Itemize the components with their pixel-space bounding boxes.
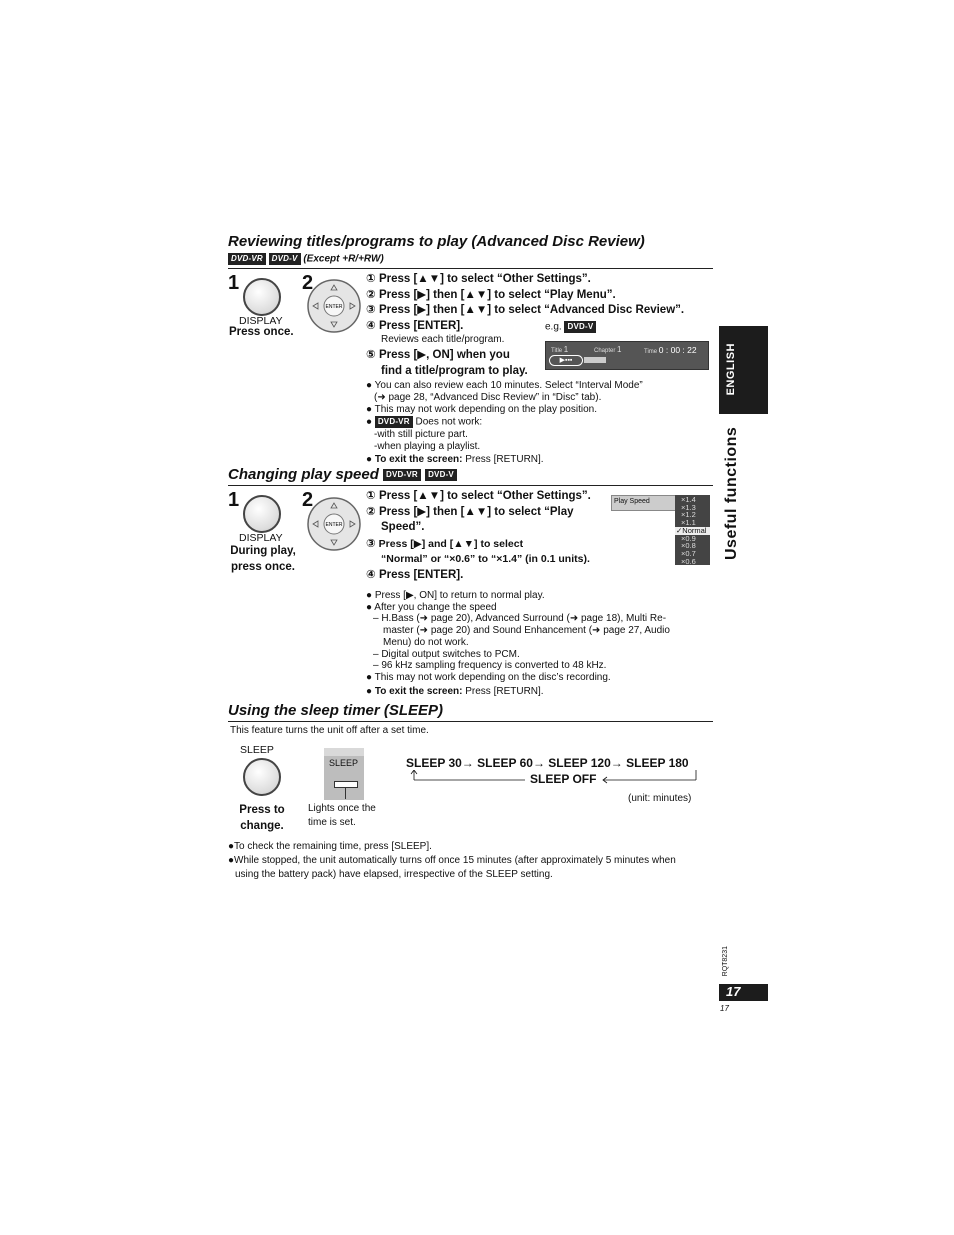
section-rule [228, 268, 713, 269]
sleep-button[interactable] [243, 758, 281, 796]
page-number-small: 17 [720, 1004, 729, 1013]
page-number: 17 [726, 984, 741, 999]
section-heading-play-speed: Changing play speed DVD-VR DVD-V [228, 466, 457, 483]
step-number-2: 2 [302, 272, 314, 294]
step-item: ② Press [▶] then [▲▼] to select “Play Menu”. [366, 288, 616, 301]
badge-dvd-vr: DVD-VR [228, 253, 266, 265]
sleep-off-label: SLEEP OFF [530, 772, 597, 786]
cursor-pad-icon[interactable] [306, 278, 362, 334]
step-number-2: 2 [302, 489, 314, 511]
unit-display-icon: SLEEP [324, 748, 364, 800]
play-speed-list: ×1.4 ×1.3 ×1.2 ×1.1 ✓Normal ×0.9 ×0.8 ×0.7 ×0.6 [675, 495, 710, 565]
sleep-sequence: SLEEP 30→ SLEEP 60→ SLEEP 120→ SLEEP 180 [406, 756, 689, 770]
unit-minutes-label: (unit: minutes) [628, 793, 692, 804]
display-button[interactable] [243, 278, 281, 316]
section-rule [228, 721, 713, 722]
step-item: ② Press [▶] then [▲▼] to select “Play [366, 505, 574, 518]
press-to-change-label: Press to change. [239, 804, 285, 832]
play-speed-osd-label: Play Speed [611, 495, 677, 511]
step-number-1: 1 [228, 272, 240, 294]
section1-notes: ● You can also review each 10 minutes. Select “Interval Mode” (➜ page 28, “Advanced Disc Review” in “Disc” tab). ● This may not work depending on the play position. ● DVD-VR Does not work: -with still picture part. -when playing a playlist. ● To exit the screen: Press [RETURN]. [366, 380, 643, 465]
language-label: ENGLISH [725, 343, 737, 396]
sleep-intro: This feature turns the unit off after a set time. [230, 725, 429, 736]
display-label: DISPLAY [239, 315, 283, 327]
cursor-pad-icon[interactable] [306, 496, 362, 552]
play-indicator-icon: ▶▪▪▪ [549, 355, 583, 366]
steps-list [366, 272, 684, 334]
section-heading-advanced-disc-review: Reviewing titles/programs to play (Advanced Disc Review) [228, 233, 645, 250]
step-number-1: 1 [228, 489, 240, 511]
document-id: RQT8231 [722, 946, 729, 977]
step-item: ④ Press [ENTER]. [366, 568, 464, 581]
step-item: ⑤ Press [▶, ON] when you find a title/program to play. [366, 349, 528, 377]
enter-label: ENTER [325, 304, 343, 310]
display-button[interactable] [243, 495, 281, 533]
osd-review-display: Title 1 Chapter 1 Time 0 : 00 : 22 ▶▪▪▪ [545, 341, 709, 370]
enter-label: ENTER [325, 522, 343, 528]
eg-label: e.g. DVD-V [545, 321, 596, 333]
during-play-label: During play, press once. [230, 545, 296, 573]
badge-dvd-v: DVD-V [564, 321, 596, 333]
badge-dvd-v: DVD-V [269, 253, 301, 265]
section-rule [228, 485, 713, 486]
step-item: ① Press [▲▼] to select “Other Settings”. [366, 273, 591, 285]
section3-notes: ●To check the remaining time, press [SLEEP]. ●While stopped, the unit automatically turns off once 15 minutes (after approximately 5 minutes when using the battery pack) have elapsed, irrespective of the SLEEP setting. [228, 841, 676, 880]
section-heading-sleep-timer: Using the sleep timer (SLEEP) [228, 702, 444, 719]
disc-badges [228, 253, 384, 265]
display-label: DISPLAY [239, 532, 283, 544]
step4-sub: Reviews each title/program. [381, 334, 505, 345]
step-item: ③ Press [▶] and [▲▼] to select [366, 537, 524, 550]
step-item: ④ Press [ENTER]. [366, 319, 464, 332]
steps-list: ① Press [▲▼] to select “Other Settings”. ② Press [▶] then [▲▼] to select “Play Speed”. ③ Press [▶] and [▲▼] to select “Normal” or “×0.6” to “×1.4” (in 0.1 units). ④ Press [ENTER]. [366, 489, 616, 583]
section2-notes: ● Press [▶, ON] to return to normal play. ● After you change the speed – H.Bass (➜ page 20), Advanced Surround (➜ page 18), Multi Re- master (➜ page 20) and Sound Enhancement (➜ page 27, Audio Menu) do not work. – Digital output switches to PCM. – 96 kHz sampling frequency is converted to 48 kHz. ● This may not work depending on the disc’s recording. ● To exit the screen: Press [RETURN]. [366, 590, 670, 697]
progress-bar [584, 357, 606, 363]
chapter-title: Useful functions [723, 426, 740, 560]
step-item: ① Press [▲▼] to select “Other Settings”. [366, 490, 591, 502]
step-item: ③ Press [▶] then [▲▼] to select “Advanced Disc Review”. [366, 304, 685, 316]
press-once-label: Press once. [229, 326, 294, 338]
lights-once-label: Lights once the time is set. [308, 803, 376, 828]
except-note: (Except +R/+RW) [303, 253, 384, 265]
sleep-button-label: SLEEP [240, 744, 274, 756]
